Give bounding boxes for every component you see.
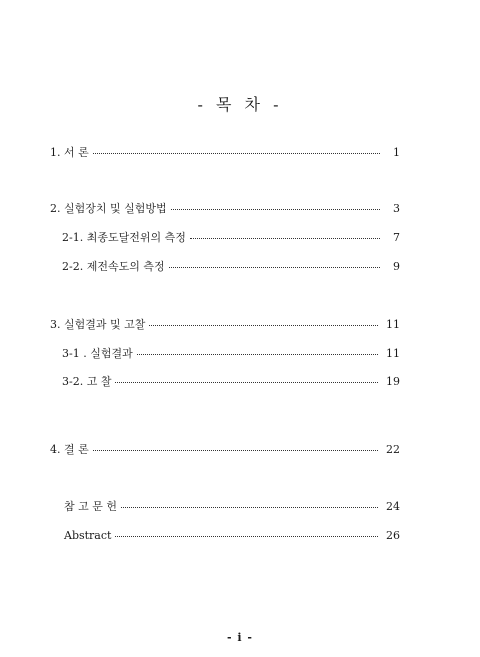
toc-page-number: 26 bbox=[386, 529, 400, 542]
dot-leader bbox=[115, 376, 378, 383]
dot-leader bbox=[93, 444, 378, 451]
dot-leader bbox=[149, 319, 378, 326]
toc-page-number: 19 bbox=[386, 375, 400, 388]
toc-page-number: 24 bbox=[386, 500, 400, 513]
toc-label: 3-2. 고 찰 bbox=[62, 375, 112, 388]
toc-label: 2. 실험장치 및 실험방법 bbox=[50, 202, 167, 215]
toc-entry-references[interactable] bbox=[64, 500, 400, 514]
dot-leader bbox=[115, 530, 378, 537]
toc-entry-conclusion[interactable] bbox=[50, 443, 400, 457]
toc-entry-apparatus-method[interactable] bbox=[50, 202, 400, 216]
toc-page-number: 11 bbox=[386, 318, 400, 331]
toc-page-number: 7 bbox=[393, 231, 400, 244]
toc-entry-results-discussion[interactable] bbox=[50, 318, 400, 332]
toc-entry-neutralization-speed[interactable] bbox=[62, 260, 400, 274]
toc-entry-discussion[interactable] bbox=[62, 375, 400, 389]
toc-entry-abstract[interactable] bbox=[64, 529, 400, 543]
toc-page-number: 1 bbox=[393, 146, 400, 159]
toc-page-number: 22 bbox=[386, 443, 400, 456]
page-number-footer: - i - bbox=[227, 631, 253, 644]
toc-entry-results[interactable] bbox=[62, 347, 400, 361]
toc-label: 3-1 . 실험결과 bbox=[62, 347, 133, 360]
dot-leader bbox=[137, 348, 378, 355]
toc-label: 4. 결 론 bbox=[50, 443, 89, 456]
toc-page-number: 11 bbox=[386, 347, 400, 360]
toc-label: 2-1. 최종도달전위의 측정 bbox=[62, 231, 186, 244]
toc-page-number: 3 bbox=[393, 202, 400, 215]
page-title: - 목 차 - bbox=[197, 95, 283, 114]
dot-leader bbox=[93, 147, 380, 154]
toc-entry-introduction[interactable] bbox=[50, 146, 400, 160]
toc-label: Abstract bbox=[64, 529, 112, 542]
dot-leader bbox=[171, 203, 380, 210]
toc-label: 1. 서 론 bbox=[50, 146, 89, 159]
toc-label: 2-2. 제전속도의 측정 bbox=[62, 260, 165, 273]
dot-leader bbox=[190, 232, 380, 239]
dot-leader bbox=[169, 261, 380, 268]
dot-leader bbox=[121, 501, 378, 508]
toc-label: 참 고 문 헌 bbox=[64, 500, 117, 513]
toc-entry-final-potential[interactable] bbox=[62, 231, 400, 245]
toc-label: 3. 실험결과 및 고찰 bbox=[50, 318, 146, 331]
toc-page-number: 9 bbox=[393, 260, 400, 273]
